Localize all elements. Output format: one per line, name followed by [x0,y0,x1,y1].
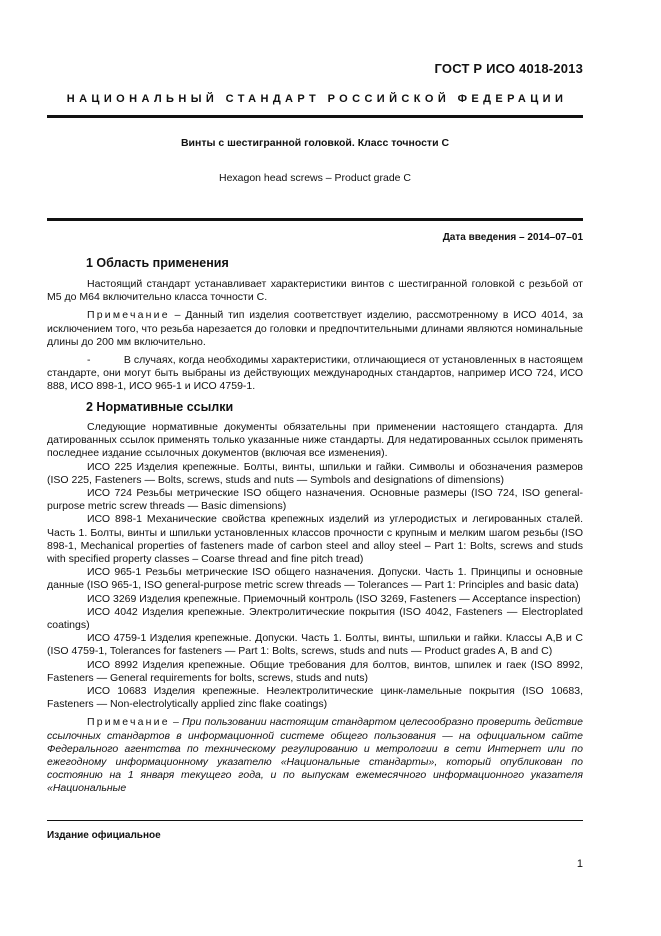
reference-item: ИСО 225 Изделия крепежные. Болты, винты, шпильки и гайки. Символы и обозначения размеров (ISO 225, Fasteners — Bolts, screws, studs and nuts — Symbols and designations of dimensions) [47,460,583,486]
list-dash: - [87,354,91,367]
reference-item: ИСО 8992 Изделия крепежные. Общие требования для болтов, винтов, шпилек и гаек (ISO 8992, Fasteners — General requirements for bolts, screws, studs and nuts) [47,658,583,684]
scope-note [47,309,583,349]
header-divider [47,115,583,118]
official-edition-label: Издание официальное [47,830,161,841]
document-title-ru: Винты с шестигранной головкой. Класс точности С [180,137,450,149]
footer-divider [47,820,583,821]
reference-item: ИСО 10683 Изделия крепежные. Неэлектролитические цинк-ламельные покрытия (ISO 10683, Fasteners — Non-electrolytically applied zinc flake coatings) [47,685,583,711]
scope-paragraph: Настоящий стандарт устанавливает характеристики винтов с шестигранной головкой с резьбой от М5 до М64 включительно класса точности С. [47,278,583,304]
scope-alternatives [47,354,583,394]
references-intro: Следующие нормативные документы обязательны при применении настоящего стандарта. Для датированных ссылок применять только указанные ниже стандарты. Для недатированных ссылок применять последнее издание ссылочных документов (включая все изменения). [47,421,583,460]
reference-item: ИСО 724 Резьбы метрические ISO общего назначения. Основные размеры (ISO 724, ISO general-purpose metric screw threads — Basic dimensions) [47,487,583,513]
note-label: Примечание [87,716,170,729]
reference-item: ИСО 898-1 Механические свойства крепежных изделий из углеродистых и легированных сталей. Часть 1. Болты, винты и шпильки установленных классов прочности с крупным и мелким шагом резьбы (ISO 898-1, Mechanical properties of fasteners made of carbon steel and alloy steel – Part 1: Bolts, screws and studs with specified property classes – Coarse thread and fine pitch tread) [47,513,583,566]
alternatives-text: В случаях, когда необходимы характеристики, отличающиеся от установленных в настоящем стандарте, они могут быть выбраны из действующих международных стандартов, например ИСО 724, ИСО 888, ИСО 898-1, ИСО 965-1 и ИСО 4759-1. [47,354,583,393]
reference-item: ИСО 4759-1 Изделия крепежные. Допуски. Часть 1. Болты, винты, шпильки и гайки. Классы A,B и С (ISO 4759-1, Tolerances for fasteners — Part 1: Bolts, screws, studs and nuts — Product grades A, B and C) [47,632,583,658]
reference-item: ИСО 3269 Изделия крепежные. Приемочный контроль (ISO 3269, Fasteners — Acceptance inspection) [87,592,581,605]
note-text: – При пользовании настоящим стандартом целесообразно проверить действие ссылочных стандартов в информационной системе общего пользования — на официальном сайте Федерального агентства по техническому регулированию и метрологии в сети Интернет или по ежегодному информационному указателю «Национальные стандарты», который опубликован по состоянию на 1 января текущего года, и по выпускам ежемесячного информационного указателя «Национальные [47,716,583,795]
section-1-body [47,278,583,394]
reference-item: ИСО 4042 Изделия крепежные. Электролитические покрытия (ISO 4042, Fasteners — Electroplated coatings) [47,605,583,632]
references-note [47,716,583,795]
page-number: 1 [576,858,583,870]
note-text: – Данный тип изделия соответствует изделию, рассмотренному в ИСО 4014, за исключением того, что резьба нарезается до головки и предпочтительными длинами являются номинальные длины до 200 мм включительно. [47,309,583,348]
section-2-heading: 2 Нормативные ссылки [86,400,234,414]
document-title-en: Hexagon head screws – Product grade С [218,172,412,184]
section-2-body [47,421,583,796]
title-divider [47,218,583,221]
national-standard-banner: НАЦИОНАЛЬНЫЙ СТАНДАРТ РОССИЙСКОЙ ФЕДЕРАЦИИ [66,93,568,105]
section-1-heading: 1 Область применения [86,256,229,270]
gost-code: ГОСТ Р ИСО 4018-2013 [434,61,583,76]
note-label: Примечание [87,309,170,322]
reference-item: ИСО 965-1 Резьбы метрические ISO общего назначения. Допуски. Часть 1. Принципы и основные данные (ISO 965-1, ISO general-purpose metric screw threads — Tolerances — Part 1: Principles and basic data) [47,566,583,592]
date-of-introduction: Дата введения – 2014–07–01 [442,232,583,243]
